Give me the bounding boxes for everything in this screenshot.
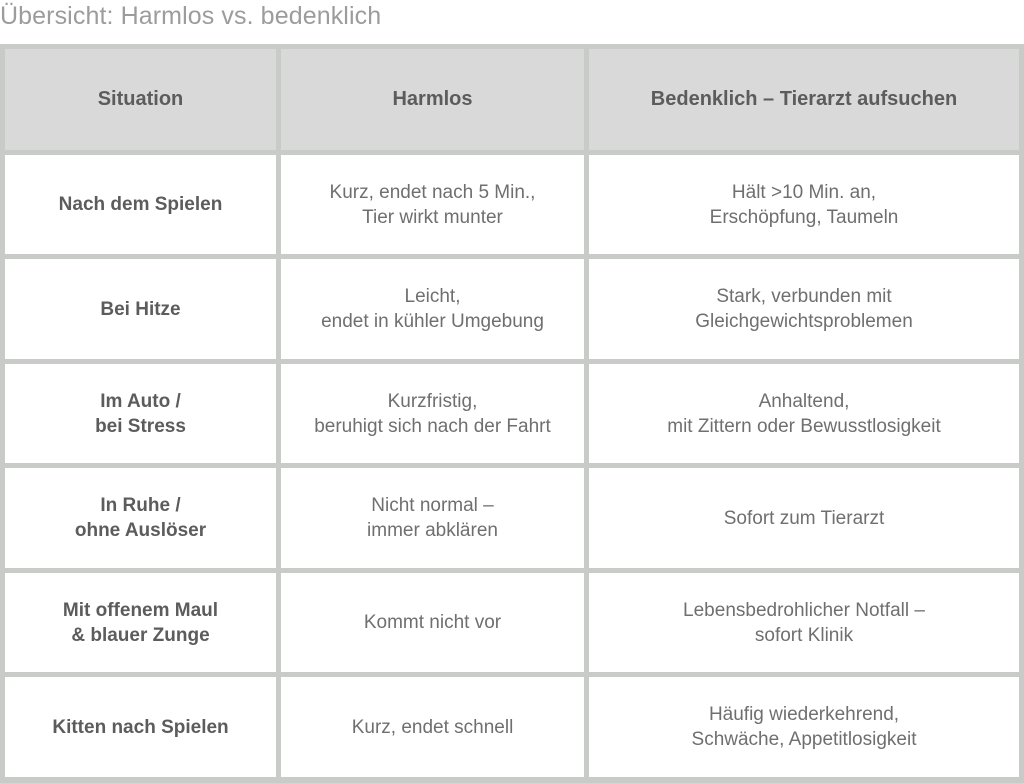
table-cell-harmlos (281, 677, 584, 777)
header-cell-situation (5, 49, 276, 150)
table-cell-harmlos (281, 468, 584, 568)
cell-text: Hält >10 Min. an, Erschöpfung, Taumeln (709, 181, 899, 228)
cell-text: Nicht normal – immer abklären (367, 495, 498, 541)
header-label: Situation (97, 88, 184, 110)
cell-text: Kurz, endet nach 5 Min., Tier wirkt munter (329, 181, 536, 228)
comparison-table (0, 44, 1024, 783)
cell-text: Lebensbedrohlicher Notfall – sofort Klinik (683, 599, 925, 646)
cell-text: In Ruhe / ohne Auslöser (74, 495, 207, 541)
table-cell-situation (5, 364, 276, 463)
cell-text: Kommt nicht vor (363, 612, 502, 633)
cell-text: Häufig wiederkehrend, Schwäche, Appetitlosigkeit (691, 704, 917, 750)
cell-text: Kitten nach Spielen (52, 716, 229, 738)
table-cell-bedenklich (589, 677, 1019, 777)
table-cell-harmlos (281, 573, 584, 672)
cell-text: Kurzfristig, beruhigt sich nach der Fahrt (314, 390, 551, 437)
cell-text: Im Auto / bei Stress (95, 390, 186, 437)
cell-text: Stark, verbunden mit Gleichgewichtsproblemen (695, 286, 913, 332)
table-cell-harmlos (281, 155, 584, 254)
table-cell-bedenklich (589, 468, 1019, 568)
table-cell-situation (5, 259, 276, 359)
header-cell-bedenklich (589, 49, 1019, 150)
cell-text: Mit offenem Maul & blauer Zunge (62, 599, 219, 646)
table-cell-situation (5, 573, 276, 672)
cell-text: Anhaltend, mit Zittern oder Bewusstlosigkeit (667, 390, 941, 437)
table-cell-harmlos (281, 364, 584, 463)
table-cell-bedenklich (589, 364, 1019, 463)
cell-text: Bei Hitze (100, 298, 181, 320)
table-cell-bedenklich (589, 259, 1019, 359)
table-cell-harmlos (281, 259, 584, 359)
table-cell-situation (5, 468, 276, 568)
cell-text: Leicht, endet in kühler Umgebung (321, 286, 544, 332)
header-cell-harmlos (281, 49, 584, 150)
cell-text: Sofort zum Tierarzt (723, 507, 885, 529)
cell-text: Kurz, endet schnell (351, 716, 514, 738)
table-cell-bedenklich (589, 573, 1019, 672)
cell-text: Nach dem Spielen (58, 194, 223, 215)
header-label: Bedenklich – Tierarzt aufsuchen (650, 88, 958, 110)
header-label: Harmlos (392, 88, 473, 110)
table-cell-situation (5, 155, 276, 254)
page-title: Übersicht: Harmlos vs. bedenklich (0, 2, 382, 30)
table-cell-bedenklich (589, 155, 1019, 254)
table-cell-situation (5, 677, 276, 777)
